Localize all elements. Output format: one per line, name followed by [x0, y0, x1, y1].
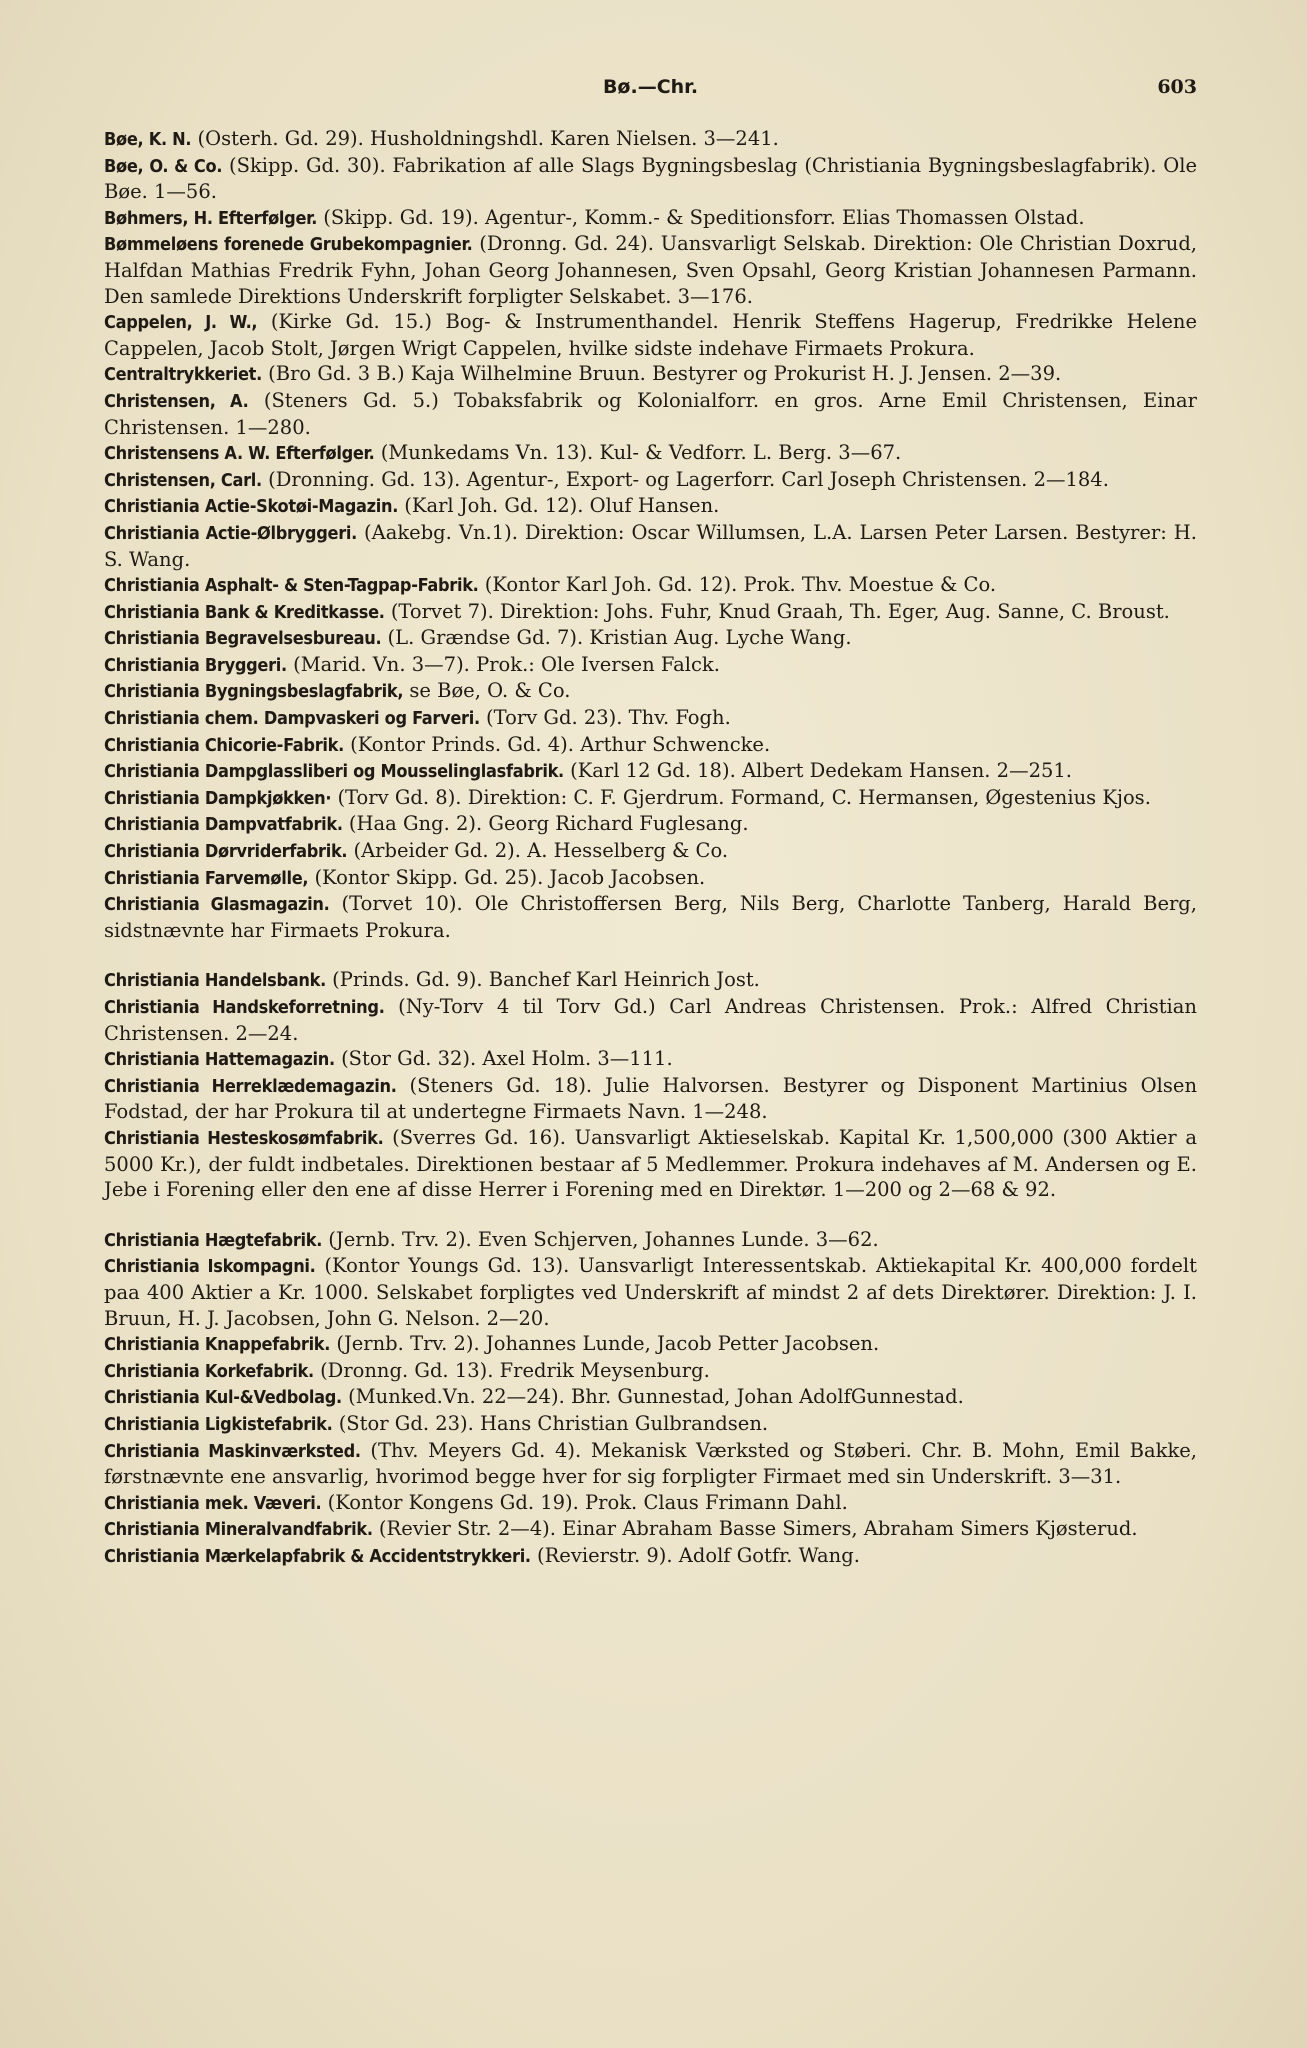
directory-entry: [104, 205, 1197, 232]
firm-name: Christensens A. W. Efterfølger.: [104, 443, 375, 465]
entry-details: se Bøe, O. & Co.: [403, 679, 571, 703]
directory-entry: [104, 1073, 1197, 1125]
directory-entry: [104, 732, 1197, 759]
firm-name: Christiania Handskeforretning.: [104, 997, 385, 1018]
directory-entry: [104, 1438, 1197, 1490]
directory-entry: [104, 493, 1197, 520]
firm-name: Christiania Chicorie-Fabrik.: [104, 734, 344, 756]
entry-details: (Stor Gd. 23). Hans Christian Gulbrandsen.: [332, 1411, 769, 1435]
firm-name: Christiania Glasmagazin.: [104, 894, 330, 916]
page-header: [104, 76, 1197, 112]
firm-name: Cappelen, J. W.,: [104, 312, 258, 334]
firm-name: Christiania Maskinværksted.: [104, 1440, 361, 1462]
entry-details: (Dronng. Gd. 24). Uansvarligt Selskab. Direktion: Ole Christian Doxrud, Halfdan Mathias Fredrik Fyhn, Johan Georg Johannesen, Sven Opsahl, Georg Kristian Johannesen Parmann. Den samlede Direktions Underskrift forpligter Selskabet. 3—176.: [104, 232, 1198, 308]
entry-details: (Dronng. Gd. 13). Fredrik Meysenburg.: [313, 1358, 710, 1382]
directory-entry: [104, 758, 1197, 785]
entry-details: (Bro Gd. 3 B.) Kaja Wilhelmine Bruun. Bestyrer og Prokurist H. J. Jensen. 2—39.: [261, 362, 1062, 386]
firm-name: Christiania Kul-&Vedbolag.: [104, 1387, 342, 1409]
firm-name: Christiania Actie-Skotøi-Magazin.: [104, 496, 399, 518]
firm-name: Christiania Knappefabrik.: [104, 1334, 331, 1356]
directory-entry: [104, 1125, 1197, 1203]
entry-details: (Kontor Prinds. Gd. 4). Arthur Schwencke.: [343, 732, 771, 756]
directory-entry: [104, 865, 1197, 892]
firm-name: Christiania Mærkelapfabrik & Accidentstrykkeri.: [104, 1545, 531, 1567]
firm-name: Christiania Asphalt- & Sten-Tagpap-Fabrik.: [104, 575, 479, 597]
directory-entry: [104, 967, 1197, 994]
directory-entry: [104, 838, 1197, 865]
firm-name: Christiania Farvemølle,: [104, 867, 309, 889]
firm-name: Christiania Dørvriderfabrik.: [104, 841, 348, 863]
firm-name: Christiania mek. Væveri.: [104, 1492, 322, 1514]
entry-details: (Sverres Gd. 16). Uansvarligt Aktieselskab. Kapital Kr. 1,500,000 (300 Aktier a 5000 Kr.), der fuldt indbetales. Direktionen bestaar af 5 Medlemmer. Prokura indehaves af M. Andersen og E. Jebe i Forening eller den ene af disse Herrer i Forening med en Direktør. 1—200 og 2—68 & 92.: [104, 1125, 1197, 1202]
firm-name: Christiania Hattemagazin.: [104, 1049, 335, 1071]
entry-details: (Skipp. Gd. 19). Agentur-, Komm.- & Speditionsforr. Elias Thomassen Olstad.: [317, 205, 1085, 229]
directory-entry: [104, 520, 1197, 572]
directory-entry: [104, 572, 1197, 599]
directory-entry: [104, 705, 1197, 732]
firm-name: Christiania Hesteskosømfabrik.: [104, 1127, 384, 1149]
entry-details: (Dronning. Gd. 13). Agentur-, Export- og Lagerforr. Carl Joseph Christensen. 2—184.: [261, 467, 1109, 491]
entry-details: (Jernb. Trv. 2). Johannes Lunde, Jacob Petter Jacobsen.: [330, 1332, 880, 1356]
entry-list: [104, 126, 1197, 1569]
entry-details: (L. Grændse Gd. 7). Kristian Aug. Lyche Wang.: [381, 626, 852, 650]
entry-details: (Aakebg. Vn.1). Direktion: Oscar Willumsen, L.A. Larsen Peter Larsen. Bestyrer: H. S. Wang.: [104, 520, 1197, 571]
entry-details: (Munked.Vn. 22—24). Bhr. Gunnestad, Johan AdolfGunnestad.: [341, 1385, 964, 1409]
directory-entry: [104, 1331, 1197, 1358]
firm-name: Christiania Begravelsesbureau.: [104, 628, 382, 650]
directory-entry: [104, 785, 1197, 812]
page-number: 603: [1157, 76, 1197, 98]
running-head: Bø.—Chr.: [602, 76, 699, 98]
directory-entry: [104, 678, 1197, 705]
firm-name: Christiania Hægtefabrik.: [104, 1229, 323, 1251]
entry-details: (Jernb. Trv. 2). Even Schjerven, Johannes Lunde. 3—62.: [322, 1227, 879, 1251]
directory-entry: [104, 231, 1197, 309]
firm-name: Bøe, K. N.: [104, 129, 192, 150]
firm-name: Christensen, Carl.: [104, 469, 262, 491]
firm-name: Christiania Bryggeri.: [104, 654, 287, 676]
entry-details: (Kontor Kongens Gd. 19). Prok. Claus Frimann Dahl.: [321, 1490, 848, 1514]
firm-name: Christiania Herreklædemagazin.: [104, 1075, 397, 1097]
entry-details: (Karl 12 Gd. 18). Albert Dedekam Hansen. 2—251.: [563, 759, 1073, 783]
entry-details: (Torvet 10). Ole Christoffersen Berg, Nils Berg, Charlotte Tanberg, Harald Berg, sidstnævnte har Firmaets Prokura.: [104, 892, 1197, 942]
entry-details: (Revierstr. 9). Adolf Gotfr. Wang.: [530, 1543, 860, 1567]
firm-name: Christiania Bank & Kreditkasse.: [104, 601, 385, 623]
entry-details: (Thv. Meyers Gd. 4). Mekanisk Værksted og Støberi. Chr. B. Mohn, Emil Bakke, førstnævnte ene ansvarlig, hvorimod begge hver for sig forpligter Firmaet med sin Underskrift. 3—31.: [104, 1438, 1197, 1489]
directory-entry: [104, 153, 1197, 205]
firm-name: Christiania Mineralvandfabrik.: [104, 1519, 373, 1541]
entry-details: (Kirke Gd. 15.) Bog- & Instrumenthandel. Henrik Steffens Hagerup, Fredrikke Helene Cappelen, Jacob Stolt, Jørgen Wrigt Cappelen, hvilke sidste indehave Firmaets Prokura.: [104, 310, 1197, 360]
firm-name: Christiania chem. Dampvaskeri og Farveri.: [104, 708, 480, 730]
directory-entry: [104, 309, 1197, 361]
firm-name: Christiania Dampglassliberi og Mousselinglasfabrik.: [104, 761, 564, 783]
directory-entry: [104, 1516, 1197, 1543]
entry-details: (Kontor Karl Joh. Gd. 12). Prok. Thv. Moestue & Co.: [478, 573, 997, 597]
directory-entry: [104, 811, 1197, 838]
directory-entry: [104, 361, 1197, 388]
firm-name: Bømmeløens forenede Grubekompagnier.: [104, 234, 473, 256]
entry-details: (Haa Gng. 2). Georg Richard Fuglesang.: [342, 812, 749, 836]
directory-entry: [104, 1543, 1197, 1570]
firm-name: Bøe, O. & Co.: [104, 155, 223, 177]
entry-details: (Arbeider Gd. 2). A. Hesselberg & Co.: [347, 839, 729, 863]
directory-entry: [104, 126, 1197, 153]
entry-details: (Steners Gd. 18). Julie Halvorsen. Bestyrer og Disponent Martinius Olsen Fodstad, der har Prokura til at undertegne Firmaets Navn. 1—248.: [104, 1073, 1197, 1124]
firm-name: Christiania Actie-Ølbryggeri.: [104, 522, 357, 544]
directory-entry: [104, 599, 1197, 626]
firm-name: Christiania Korkefabrik.: [104, 1360, 314, 1382]
entry-details: (Munkedams Vn. 13). Kul- & Vedforr. L. Berg. 3—67.: [374, 441, 902, 465]
directory-entry: [104, 1490, 1197, 1517]
directory-entry: [104, 467, 1197, 494]
entry-details: (Skipp. Gd. 30). Fabrikation af alle Slags Bygningsbeslag (Christiania Bygningsbeslagfabrik). Ole Bøe. 1—56.: [104, 153, 1197, 204]
firm-name: Christiania Ligkistefabrik.: [104, 1413, 333, 1435]
entry-details: (Prinds. Gd. 9). Banchef Karl Heinrich Jost.: [325, 968, 760, 992]
firm-name: Bøhmers, H. Efterfølger.: [104, 207, 318, 229]
directory-entry: [104, 625, 1197, 652]
directory-entry: [104, 1384, 1197, 1411]
entry-details: (Kontor Skipp. Gd. 25). Jacob Jacobsen.: [308, 865, 706, 889]
firm-name: Christiania Dampkjøkken·: [104, 787, 332, 809]
entry-details: (Torvet 7). Direktion: Johs. Fuhr, Knud Graah, Th. Eger, Aug. Sanne, C. Broust.: [384, 599, 1170, 623]
directory-entry: [104, 1227, 1197, 1254]
firm-name: Christiania Handelsbank.: [104, 970, 326, 992]
entry-details: (Karl Joh. Gd. 12). Oluf Hansen.: [398, 494, 720, 518]
entry-details: (Stor Gd. 32). Axel Holm. 3—111.: [334, 1047, 673, 1071]
entry-details: (Revier Str. 2—4). Einar Abraham Basse Simers, Abraham Simers Kjøsterud.: [372, 1517, 1138, 1541]
entry-details: (Torv Gd. 23). Thv. Fogh.: [479, 706, 731, 730]
firm-name: Christiania Bygningsbeslagfabrik,: [104, 681, 404, 703]
firm-name: Christiania Dampvatfabrik.: [104, 814, 343, 836]
entry-details: (Steners Gd. 5.) Tobaksfabrik og Kolonialforr. en gros. Arne Emil Christensen, Einar Christensen. 1—280.: [104, 388, 1197, 439]
directory-entry: [104, 652, 1197, 679]
firm-name: Christensen, A.: [104, 390, 249, 412]
entry-details: (Torv Gd. 8). Direktion: C. F. Gjerdrum. Formand, C. Hermansen, Øgestenius Kjos.: [331, 785, 1151, 809]
directory-entry: [104, 891, 1197, 943]
directory-entry: [104, 1358, 1197, 1385]
directory-entry: [104, 994, 1197, 1046]
directory-entry: [104, 1411, 1197, 1438]
directory-entry: [104, 1253, 1197, 1331]
firm-name: Christiania Iskompagni.: [104, 1256, 316, 1278]
directory-entry: [104, 1046, 1197, 1073]
directory-entry: [104, 440, 1197, 467]
entry-details: (Kontor Youngs Gd. 13). Uansvarligt Interessentskab. Aktiekapital Kr. 400,000 fordelt paa 400 Aktier a Kr. 1000. Selskabet forpligtes ved Underskrift af mindst 2 af dets Direktører. Direktion: J. I. Bruun, H. J. Jacobsen, John G. Nelson. 2—20.: [104, 1254, 1198, 1330]
firm-name: Centraltrykkeriet.: [104, 364, 262, 386]
entry-details: (Osterh. Gd. 29). Husholdningshdl. Karen Nielsen. 3—241.: [191, 127, 779, 150]
entry-details: (Marid. Vn. 3—7). Prok.: Ole Iversen Falck.: [286, 652, 720, 676]
directory-entry: [104, 388, 1197, 440]
entry-details: (Ny-Torv 4 til Torv Gd.) Carl Andreas Christensen. Prok.: Alfred Christian Christensen. 2—24.: [104, 995, 1197, 1045]
